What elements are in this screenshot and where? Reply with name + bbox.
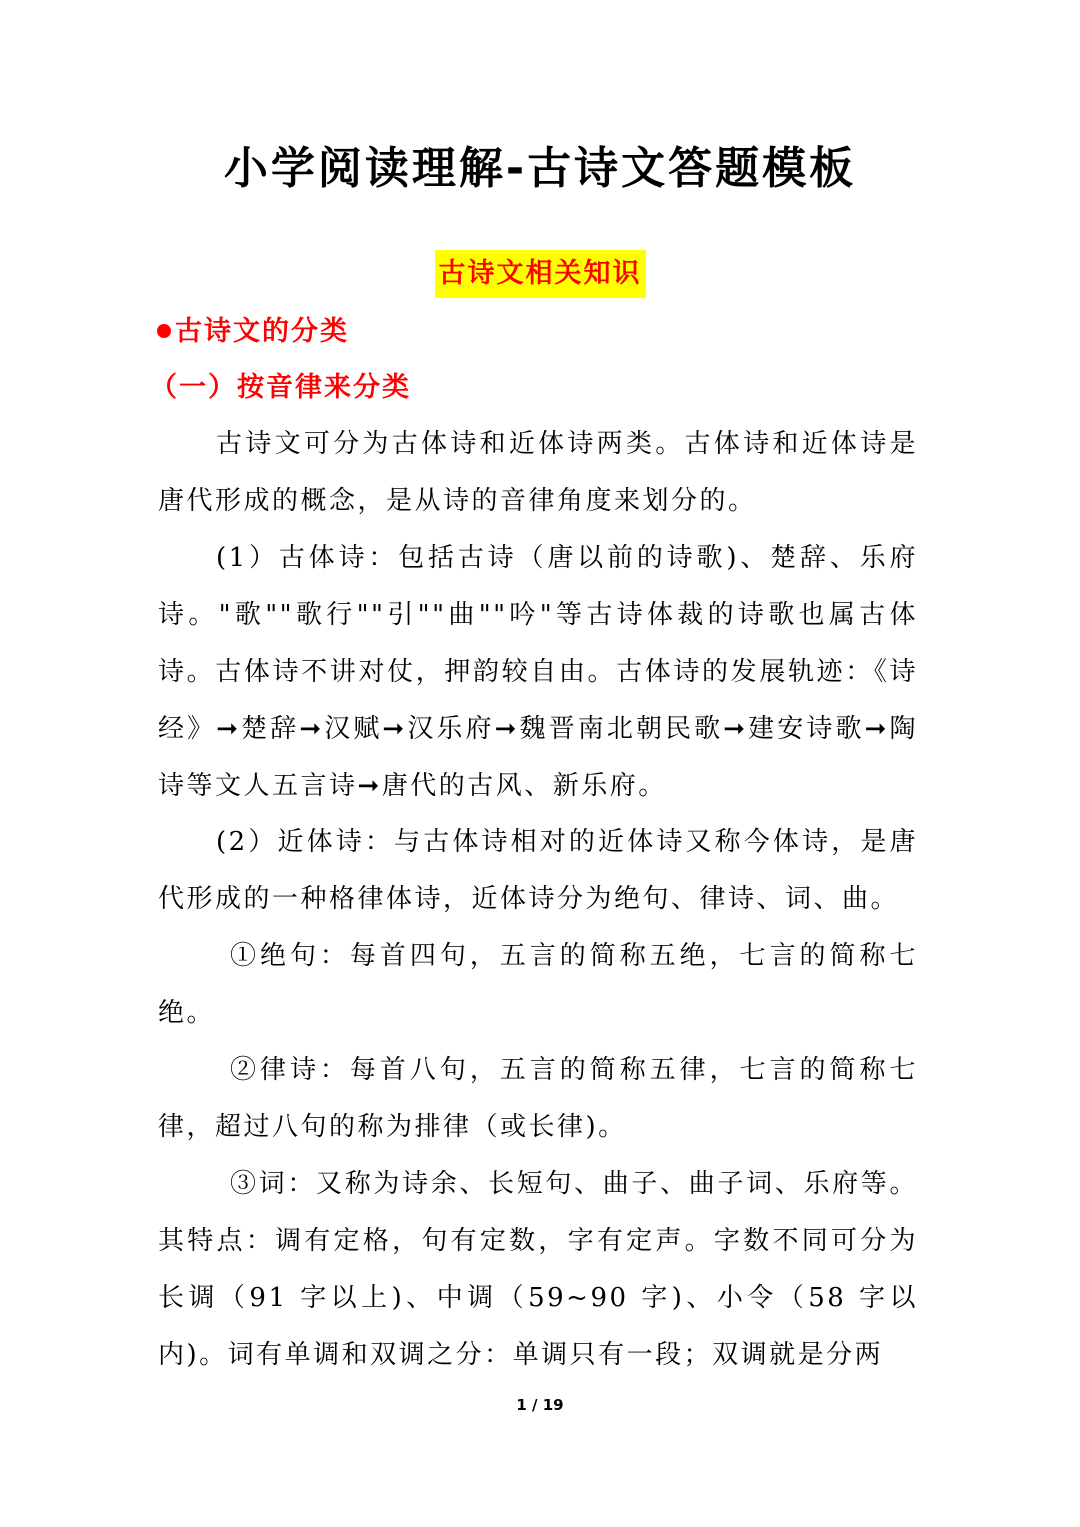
paragraph-intro: 古诗文可分为古体诗和近体诗两类。古体诗和近体诗是唐代形成的概念，是从诗的音律角度来划分的。 — [158, 429, 918, 516]
section-title-highlighted: 古诗文相关知识 — [435, 250, 646, 298]
section-title-container — [0, 250, 1080, 298]
rhythm-subheading: （一）按音律来分类 — [150, 372, 411, 403]
paragraph-lushi: ②律诗：每首八句，五言的简称五律，七言的简称七律，超过八句的称为排律（或长律)。 — [158, 1055, 918, 1142]
paragraph-ci: ③词：又称为诗余、长短句、曲子、曲子词、乐府等。其特点：调有定格，句有定数，字有定声。字数不同可分为长调（91 字以上)、中调（59~90 字)、小令（58 字以内)。词有单调和双调之分：单调只有一段；双调就是分两 — [158, 1169, 918, 1370]
document-title: 小学阅读理解-古诗文答题模板 — [223, 143, 857, 194]
paragraph-jueju: ①绝句：每首四句，五言的简称五绝，七言的简称七绝。 — [158, 941, 918, 1028]
paragraph-modern-style-poetry: (2）近体诗：与古体诗相对的近体诗又称今体诗，是唐代形成的一种格律体诗，近体诗分为绝句、律诗、词、曲。 — [158, 827, 918, 914]
classification-heading — [157, 312, 349, 352]
page-number: 1 / 19 — [516, 1396, 564, 1414]
classification-heading-text: 古诗文的分类 — [175, 316, 349, 347]
bullet-dot-icon — [157, 324, 171, 338]
paragraph-ancient-style-poetry: (1）古体诗：包括古诗（唐以前的诗歌)、楚辞、乐府诗。"歌""歌行""引""曲""吟"等古诗体裁的诗歌也属古体诗。古体诗不讲对仗，押韵较自由。古体诗的发展轨迹：《诗经》➞楚辞➞汉赋➞汉乐府➞魏晋南北朝民歌➞建安诗歌➞陶诗等文人五言诗➞唐代的古风、新乐府。 — [158, 543, 918, 801]
